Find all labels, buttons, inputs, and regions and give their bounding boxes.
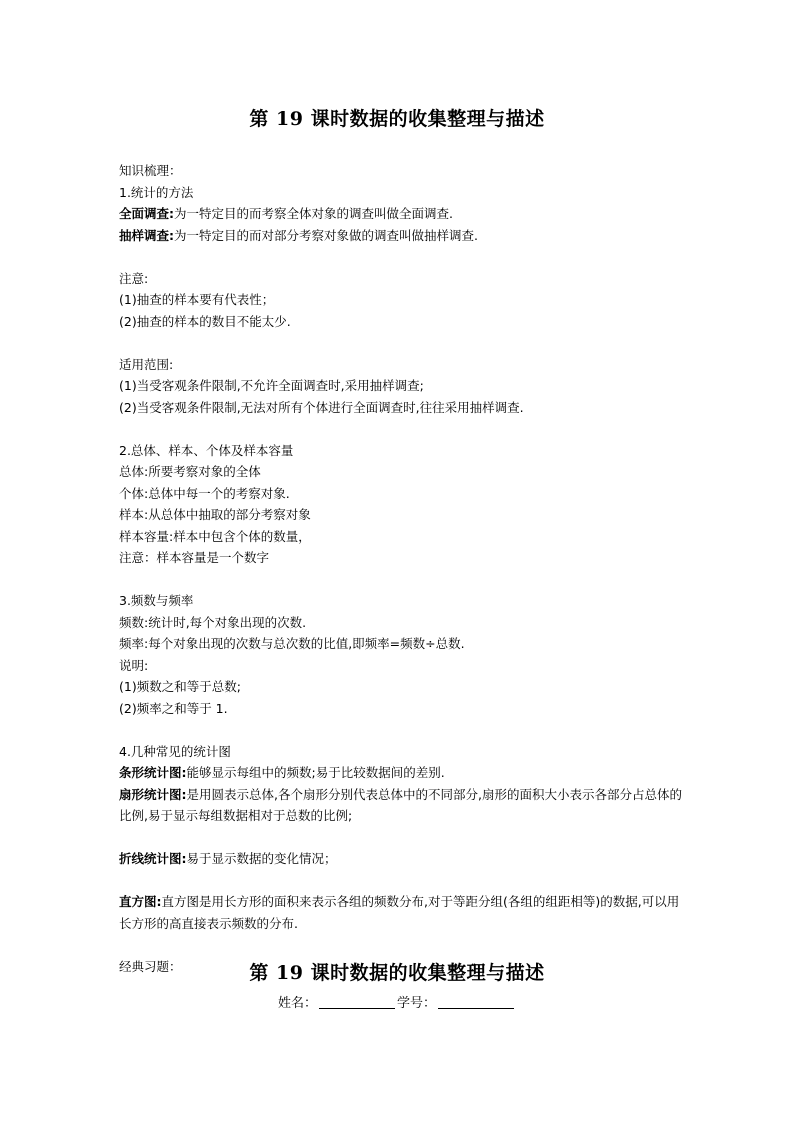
bar-chart-text: 能够显示每组中的频数;易于比较数据间的差别. bbox=[186, 765, 445, 780]
individual-definition: 个体:总体中每一个的考察对象. bbox=[119, 485, 290, 501]
student-info-line bbox=[0, 992, 794, 1011]
section-3-heading: 3.频数与频率 bbox=[119, 593, 194, 608]
histogram-term: 直方图: bbox=[119, 894, 162, 909]
sample-size-definition: 样本容量:样本中包含个体的数量， bbox=[119, 528, 311, 544]
bar-chart-definition bbox=[119, 762, 689, 784]
line-chart-text: 易于显示数据的变化情况； bbox=[186, 851, 337, 866]
intro-label: 知识梳理： bbox=[119, 163, 182, 178]
full-survey-text: 为一特定目的而考察全体对象的调查叫做全面调查. bbox=[174, 206, 453, 221]
name-label: 姓名： bbox=[277, 996, 317, 1011]
document-body bbox=[119, 160, 689, 977]
relative-frequency-definition: 频率:每个对象出现的次数与总次数的比值,即频率=频数÷总数. bbox=[119, 636, 465, 651]
pie-chart-text: 是用圆表示总体,各个扇形分别代表总体中的不同部分,扇形的面积大小表示各部分占总体的比例,易于显示每组数据相对于总数的比例; bbox=[119, 786, 682, 823]
scope-label: 适用范围: bbox=[119, 356, 174, 372]
exercise-title: 第 19 课时数据的收集整理与描述 bbox=[249, 962, 545, 984]
page-title: 第 19 课时数据的收集整理与描述 bbox=[249, 108, 545, 130]
pie-chart-definition bbox=[119, 784, 689, 827]
explain-item-2: (2)频率之和等于 1. bbox=[119, 700, 228, 716]
id-label: 学号： bbox=[397, 996, 437, 1011]
section-1-heading: 1.统计的方法 bbox=[119, 184, 194, 200]
bar-chart-term: 条形统计图: bbox=[119, 765, 187, 780]
frequency-count-definition: 频数:统计时,每个对象出现的次数. bbox=[119, 614, 307, 630]
note-label: 注意: bbox=[119, 270, 149, 286]
explain-label: 说明: bbox=[119, 657, 149, 673]
histogram-definition bbox=[119, 891, 689, 934]
exercises-label: 经典习题： bbox=[119, 958, 182, 974]
line-chart-definition bbox=[119, 848, 689, 870]
note-item-2: (2)抽查的样本的数目不能太少. bbox=[119, 313, 291, 329]
name-blank[interactable] bbox=[319, 994, 395, 1009]
id-blank[interactable] bbox=[438, 994, 514, 1009]
population-definition: 总体:所要考察对象的全体 bbox=[119, 464, 261, 479]
explain-item-1: (1)频数之和等于总数; bbox=[119, 679, 241, 694]
note-item-1: (1)抽查的样本要有代表性； bbox=[119, 292, 275, 307]
sample-survey-term: 抽样调查: bbox=[119, 227, 174, 243]
full-survey-definition bbox=[119, 203, 689, 225]
section-4-heading: 4.几种常见的统计图 bbox=[119, 743, 231, 759]
scope-item-2: (2)当受客观条件限制,无法对所有个体进行全面调查时,往往采用抽样调查. bbox=[119, 399, 524, 415]
histogram-text: 直方图是用长方形的面积来表示各组的频数分布,对于等距分组(各组的组距相等)的数据,可以用长方形的高直接表示频数的分布. bbox=[119, 894, 680, 931]
pie-chart-term: 扇形统计图: bbox=[119, 786, 187, 802]
section-2-heading: 2.总体、样本、个体及样本容量 bbox=[119, 442, 294, 458]
sample-size-note: 注意：样本容量是一个数字 bbox=[119, 550, 270, 565]
scope-item-1: (1)当受客观条件限制,不允许全面调查时,采用抽样调查; bbox=[119, 378, 424, 393]
sample-survey-definition bbox=[119, 225, 689, 247]
full-survey-term: 全面调查: bbox=[119, 206, 174, 221]
sample-survey-text: 为一特定目的而对部分考察对象做的调查叫做抽样调查. bbox=[174, 227, 478, 243]
sample-definition: 样本:从总体中抽取的部分考察对象 bbox=[119, 507, 311, 522]
line-chart-term: 折线统计图: bbox=[119, 851, 187, 866]
